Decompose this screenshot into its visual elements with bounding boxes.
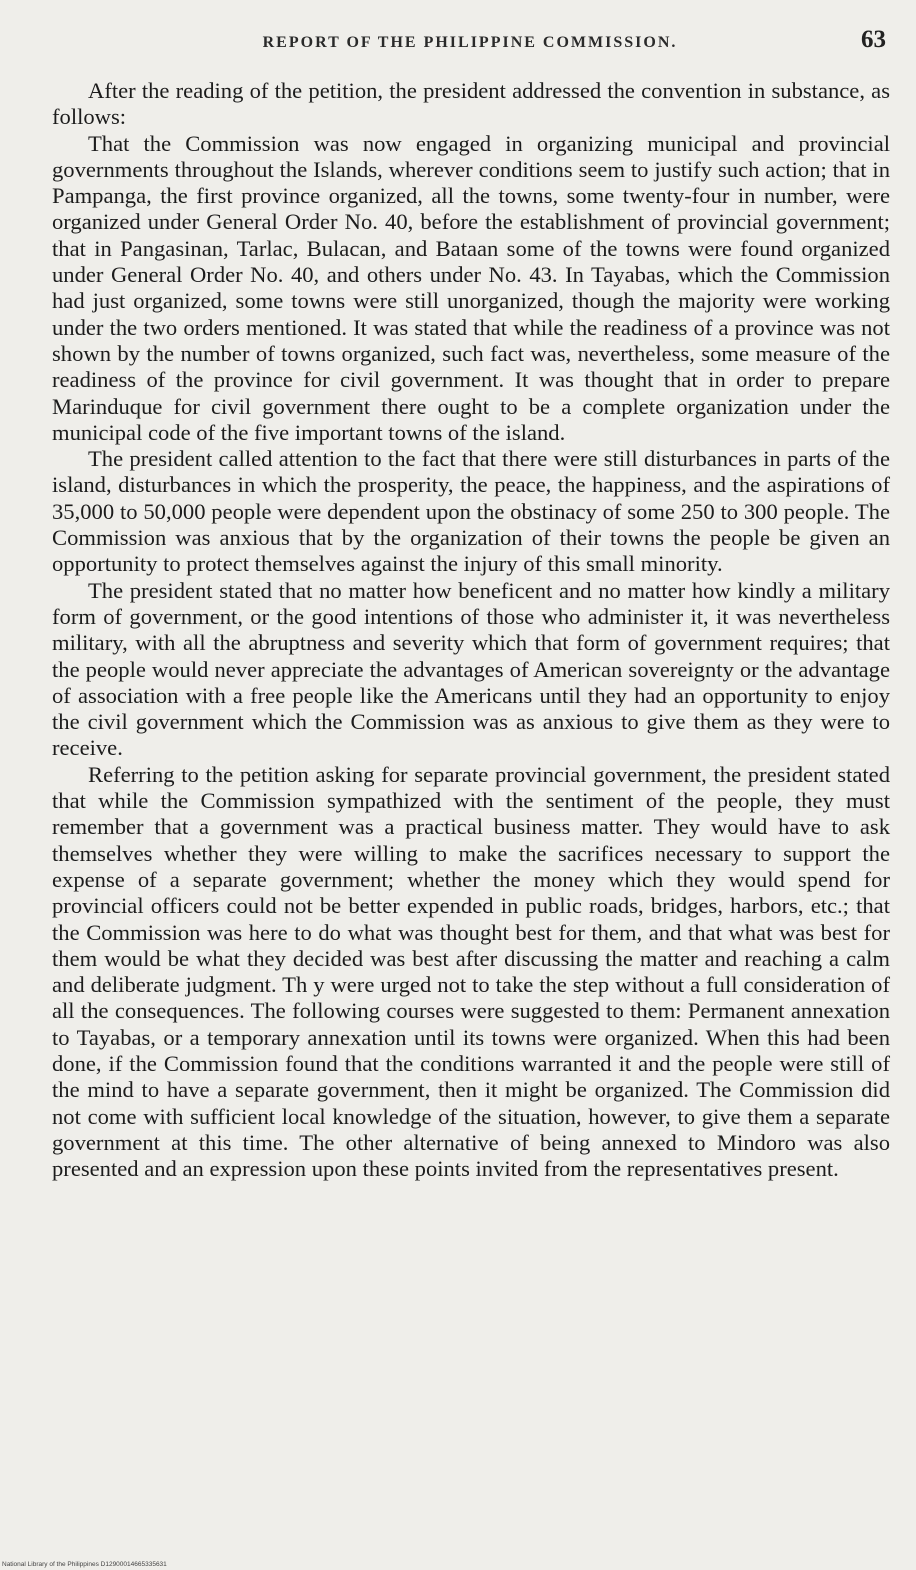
paragraph-separate-government: Referring to the petition asking for separate provincial government, the president stated that while the Commission sympathized with the sentiment of the people, they must remember that a government was a practical business matter. They would have to ask themselves whether they were willing to make the sacrifices necessary to support the expense of a separate government; whether the money which they would spend for provincial officers could not be better expended in public roads, bridges, harbors, etc.; that the Commission was here to do what was thought best for them, and that what was best for them would be what they decided was best after discussing the matter and reaching a calm and deliberate judgment. Th y were urged not to take the step without a full consideration of all the consequences. The following courses were suggested to them: Permanent annexation to Tayabas, or a temporary annexation until its towns were organized. When this had been done, if the Commission found that the conditions warranted it and the people were still of the mind to have a separate government, then it might be organized. The Commission did not come with sufficient local knowledge of the situation, however, to give them a separate government at this time. The other alternative of being annexed to Mindoro was also presented and an expression upon these points invited from the representatives present. <box>52 761 890 1182</box>
paragraph-disturbances: The president called attention to the fact that there were still disturbances in parts of the island, disturbances in which the prosperity, the peace, the happiness, and the aspirations of 35,000 to 50,000 people were dependent upon the obstinacy of some 250 to 300 people. The Commission was anxious that by the organization of their towns the people be given an opportunity to protect themselves against the injury of this small minority. <box>52 446 890 577</box>
page-number: 63 <box>861 26 886 53</box>
library-credit: National Library of the Philippines D12900014665335631 <box>2 1561 167 1568</box>
paragraph-military-government: The president stated that no matter how beneficent and no matter how kindly a military form of government, or the good intentions of those who administer it, it was nevertheless military, with all the abruptness and severity which that form of government requires; that the people would never appreciate the advantages of American sovereignty or the advantage of association with a free people like the Americans until they had an opportunity to enjoy the civil government which the Commission was as anxious to give them as they were to receive. <box>52 577 890 761</box>
paragraph-intro: After the reading of the petition, the president addressed the convention in substance, as follows: <box>52 78 890 130</box>
running-head: REPORT OF THE PHILIPPINE COMMISSION. <box>262 34 678 51</box>
page-header <box>52 26 888 62</box>
body-text <box>52 78 890 1182</box>
paragraph-organization-status: That the Commission was now engaged in organizing municipal and provincial governments throughout the Islands, wherever conditions seem to justify such action; that in Pampanga, the first province organized, all the towns, some twenty-four in number, were organized under General Order No. 40, before the establishment of provincial government; that in Pangasinan, Tarlac, Bulacan, and Bataan some of the towns were found organized under General Order No. 40, and others under No. 43. In Tayabas, which the Commission had just organized, some towns were still unorganized, though the majority were working under the two orders mentioned. It was stated that while the readiness of a province was not shown by the number of towns organized, such fact was, nevertheless, some measure of the readiness of the province for civil government. It was thought that in order to prepare Marinduque for civil government there ought to be a complete organization under the municipal code of the five important towns of the island. <box>52 130 890 445</box>
